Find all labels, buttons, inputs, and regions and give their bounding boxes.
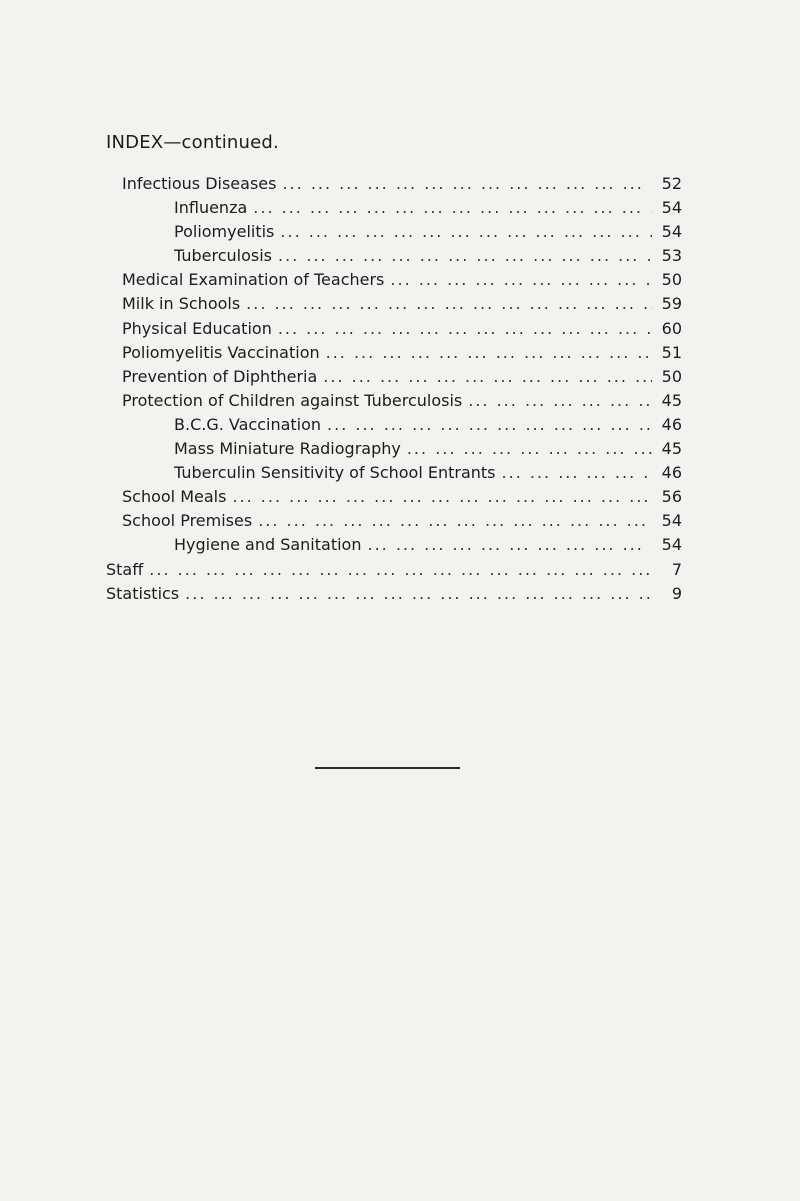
index-entry — [106, 292, 682, 316]
index-entry — [106, 437, 682, 461]
entry-label: Mass Miniature Radiography — [174, 439, 401, 459]
dot-leader — [282, 172, 652, 196]
entry-page-number: 54 — [661, 535, 682, 555]
entry-page-number: 59 — [661, 294, 682, 314]
page-heading: INDEX—continued. — [106, 132, 279, 153]
entry-label: Protection of Children against Tuberculosis — [122, 390, 463, 410]
entry-page-number: 56 — [661, 487, 682, 507]
dot-leader — [407, 437, 652, 461]
entry-label: School Premises — [122, 511, 253, 531]
entry-page-number: 9 — [671, 583, 682, 603]
entry-label: Poliomyelitis Vaccination — [122, 342, 320, 362]
entry-page-number: 50 — [661, 366, 682, 386]
dot-leader — [278, 317, 652, 341]
index-entry — [106, 413, 682, 437]
entry-page-number: 45 — [661, 439, 682, 459]
entry-page-number: 51 — [661, 342, 682, 362]
entry-page-number: 46 — [661, 463, 682, 483]
entry-label: Milk in Schools — [122, 294, 241, 314]
index-entry — [106, 365, 682, 389]
entry-label: Physical Education — [122, 318, 272, 338]
entry-page-number: 53 — [661, 246, 682, 266]
index-entry — [106, 509, 682, 533]
entry-label: Tuberculin Sensitivity of School Entrants — [174, 463, 496, 483]
entry-page-number: 46 — [661, 414, 682, 434]
entry-label: Statistics — [106, 583, 180, 603]
end-rule-divider — [315, 767, 460, 769]
index-entry — [106, 461, 682, 485]
dot-leader — [390, 268, 652, 292]
dot-leader — [502, 461, 652, 485]
index-entry — [106, 172, 682, 196]
dot-leader — [326, 341, 652, 365]
entry-label: Medical Examination of Teachers — [122, 270, 385, 290]
index-entry — [106, 196, 682, 220]
entry-label: Prevention of Diphtheria — [122, 366, 318, 386]
entry-label: School Meals — [122, 487, 227, 507]
index-entry — [106, 533, 682, 557]
entry-page-number: 52 — [661, 174, 682, 193]
dot-leader — [280, 220, 652, 244]
dot-leader — [278, 244, 652, 268]
dot-leader — [246, 292, 652, 316]
dot-leader — [468, 389, 652, 413]
entry-label: B.C.G. Vaccination — [174, 414, 322, 434]
index-list — [106, 172, 682, 606]
entry-page-number: 50 — [661, 270, 682, 290]
entry-page-number: 54 — [661, 198, 682, 218]
entry-page-number: 54 — [661, 511, 682, 531]
entry-page-number: 45 — [661, 390, 682, 410]
entry-label: Poliomyelitis — [174, 222, 275, 242]
entry-page-number: 60 — [661, 318, 682, 338]
index-entry — [106, 220, 682, 244]
entry-label: Infectious Diseases — [122, 174, 277, 193]
index-entry — [106, 244, 682, 268]
index-entry — [106, 485, 682, 509]
dot-leader — [323, 365, 652, 389]
dot-leader — [232, 485, 652, 509]
entry-label: Staff — [106, 559, 144, 579]
entry-label: Influenza — [174, 198, 248, 218]
index-entry — [106, 317, 682, 341]
dot-leader — [327, 413, 652, 437]
entry-label: Tuberculosis — [174, 246, 272, 266]
dot-leader — [253, 196, 652, 220]
dot-leader — [367, 533, 652, 557]
index-entry — [106, 389, 682, 413]
entry-page-number: 7 — [671, 559, 682, 579]
entry-label: Hygiene and Sanitation — [174, 535, 362, 555]
index-entry — [106, 558, 682, 582]
index-entry — [106, 582, 682, 606]
entry-page-number: 54 — [661, 222, 682, 242]
dot-leader — [149, 558, 652, 582]
index-entry — [106, 341, 682, 365]
index-entry — [106, 268, 682, 292]
dot-leader — [258, 509, 652, 533]
dot-leader — [185, 582, 652, 606]
